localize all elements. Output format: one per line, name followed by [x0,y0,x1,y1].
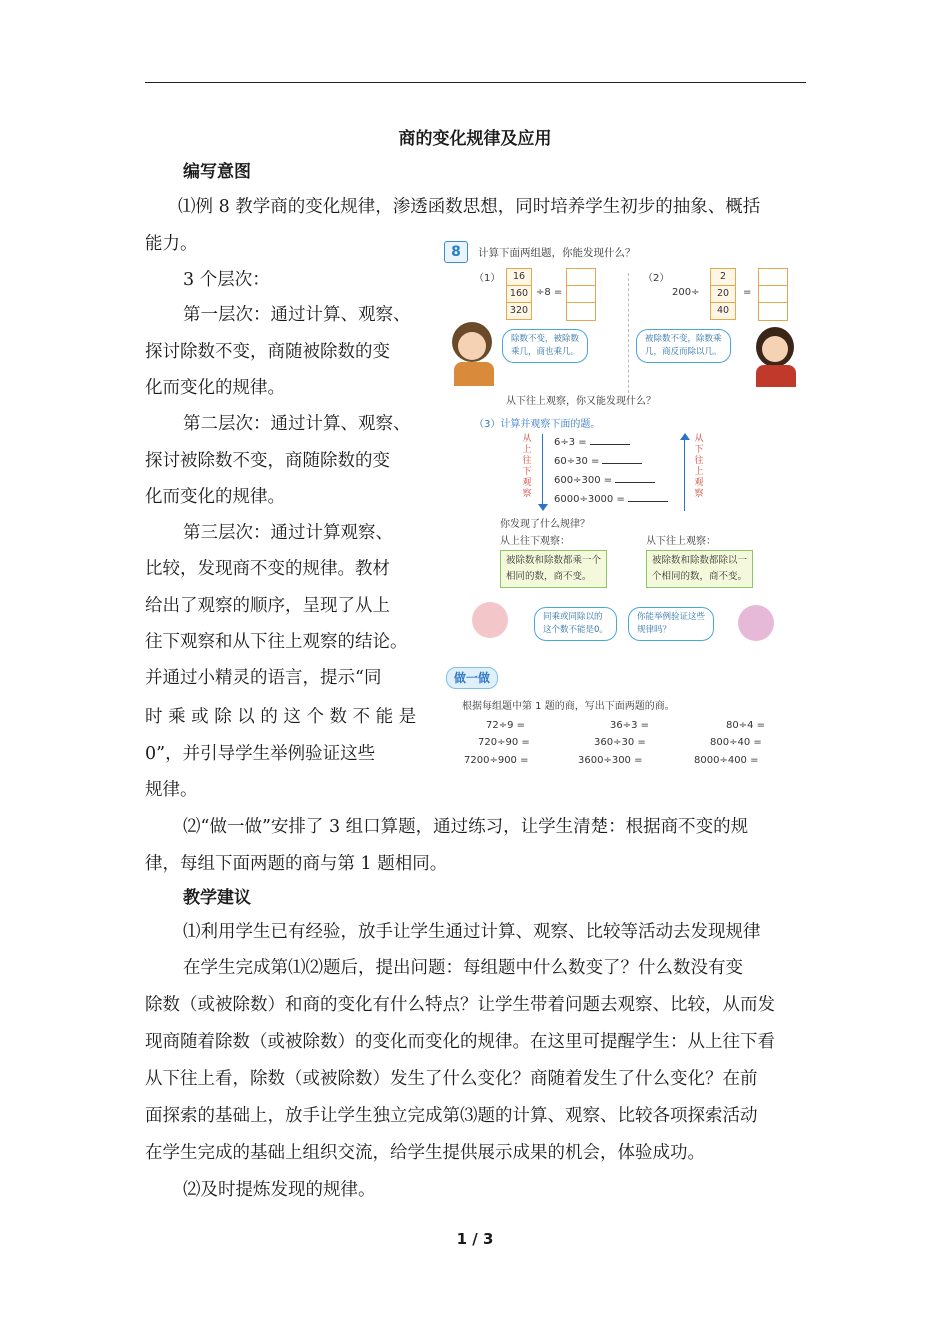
divisor-cell: 20 [710,285,736,303]
paragraph-line: ⑵“做一做”安排了 3 组口算题，通过练习，让学生清楚：根据商不变的规 [183,817,749,837]
try-item: 7200÷900 = [464,755,529,766]
boy-body [454,362,494,386]
paragraph-line: ⑴利用学生已有经验，放手让学生通过计算、观察、比较等活动去发现规律 [183,922,761,942]
paragraph-line: 比较，发现商不变的规律。教材 [145,559,390,579]
paragraph-line: 时 乘 或 除 以 的 这 个 数 不 能 是 [145,707,417,727]
girl-face [762,336,788,362]
part2-equals: = [743,287,752,298]
divisor-cell: 2 [710,268,736,286]
equation-row: 6000÷3000 = [554,494,668,505]
up-arrowhead [680,433,690,440]
levels-intro: 3 个层次： [183,270,270,290]
paragraph-line: 并通过小精灵的语言，提示“同 [145,668,382,688]
top-down-label: 从上往下观察： [500,536,570,547]
girl-body [756,365,796,387]
down-arrow [542,434,543,506]
paragraph-line: 探讨除数不变，商随被除数的变 [145,342,390,362]
try-item: 8000÷400 = [694,755,759,766]
try-item: 3600÷300 = [578,755,643,766]
heading-intent: 编写意图 [183,162,251,182]
side-label-left: 从 上 往 下 观 察 [522,434,532,499]
try-it-tag: 做一做 [446,667,498,689]
equation-row: 600÷300 = [554,475,655,486]
up-arrow [684,439,685,511]
dividend-cell: 160 [506,285,532,303]
try-item: 72÷9 = [486,720,526,731]
paragraph-line: 从下往上看，除数（或被除数）发生了什么变化？商随着发生了什么变化？在前 [145,1069,758,1089]
fairy-right-illustration [738,605,774,641]
try-item: 36÷3 = [610,720,650,731]
try-item: 800÷40 = [710,737,762,748]
dividend-cell: 16 [506,268,532,286]
paragraph-line: 在学生完成的基础上组织交流，给学生提供展示成果的机会，体验成功。 [145,1143,705,1163]
fairy-left-illustration [472,602,508,638]
paragraph-line: 给出了观察的顺序，呈现了从上 [145,596,390,616]
part1-operator: ÷8 = [536,287,563,298]
side-label-right: 从 下 往 上 观 察 [694,434,704,499]
part2-label: （2） [643,273,670,284]
equation-row: 60÷30 = [554,456,642,467]
boy-face [458,332,486,360]
answer-box [566,268,596,321]
equation-row: 6÷3 = [554,437,630,448]
paragraph-line: ⑴例 8 教学商的变化规律，渗透函数思想，同时培养学生初步的抽象、概括 [178,197,761,217]
paragraph-line: 能力。 [145,234,198,254]
part3-label: （3）计算并观察下面的题。 [474,419,601,430]
paragraph-line: 往下观察和从下往上观察的结论。 [145,632,408,652]
divider-line [628,273,629,393]
bottom-up-label: 从下往上观察： [646,536,716,547]
down-arrowhead [538,504,548,511]
paragraph-line: 探讨被除数不变，商随除数的变 [145,451,390,471]
page-number: 1 / 3 [456,1230,494,1248]
heading-advice: 教学建议 [183,888,251,908]
part1-label: （1） [474,273,501,284]
paragraph-line: ⑵及时提炼发现的规律。 [183,1180,376,1200]
dividend-cell: 320 [506,302,532,320]
header-rule [145,82,806,83]
part2-prefix: 200÷ [672,287,700,298]
paragraph-line: 第三层次：通过计算观察、 [183,523,393,543]
figure-prompt: 计算下面两组题，你能发现什么？ [478,247,636,259]
fairy-bubble-left: 同乘或同除以的 这个数不能是0。 [534,607,617,641]
fairy-bubble-right: 你能举例验证这些 规律吗？ [628,607,714,641]
paragraph-line: 化而变化的规律。 [145,487,285,507]
try-item: 360÷30 = [594,737,646,748]
speech-bubble-left: 除数不变，被除数 乘几，商也乘几。 [502,329,588,363]
paragraph-line: 面探索的基础上，放手让学生独立完成第⑶题的计算、观察、比较各项探索活动 [145,1106,758,1126]
try-item: 80÷4 = [726,720,766,731]
paragraph-line: 第二层次：通过计算、观察、 [183,414,411,434]
rule-box-left: 被除数和除数都乘一个 相同的数，商不变。 [500,550,607,588]
paragraph-line: 规律。 [145,780,198,800]
paragraph-line: 第一层次：通过计算、观察、 [183,305,411,325]
paragraph-line: 除数（或被除数）和商的变化有什么特点？让学生带着问题去观察、比较，从而发 [145,995,775,1015]
try-item: 720÷90 = [478,737,530,748]
rule-question: 你发现了什么规律？ [500,519,590,530]
answer-box [758,268,788,321]
page-title: 商的变化规律及应用 [398,129,552,149]
paragraph-line: 律，每组下面两题的商与第 1 题相同。 [145,854,448,874]
try-prompt: 根据每组题中第 1 题的商，写出下面两题的商。 [462,701,675,712]
paragraph-line: 现商随着除数（或被除数）的变化而变化的规律。在这里可提醒学生：从上往下看 [145,1032,775,1052]
observe-up-question: 从下往上观察，你又能发现什么？ [506,396,656,407]
speech-bubble-right: 被除数不变，除数乘 几，商反而除以几。 [636,329,731,363]
rule-box-right: 被除数和除数都除以一 个相同的数，商不变。 [646,550,753,588]
paragraph-line: 化而变化的规律。 [145,378,285,398]
paragraph-line: 在学生完成第⑴⑵题后，提出问题：每组题中什么数变了？什么数没有变 [183,958,743,978]
example-badge: 8 [444,241,468,263]
paragraph-line: 0”，并引导学生举例验证这些 [145,744,376,764]
divisor-cell: 40 [710,302,736,320]
textbook-figure [438,237,803,772]
